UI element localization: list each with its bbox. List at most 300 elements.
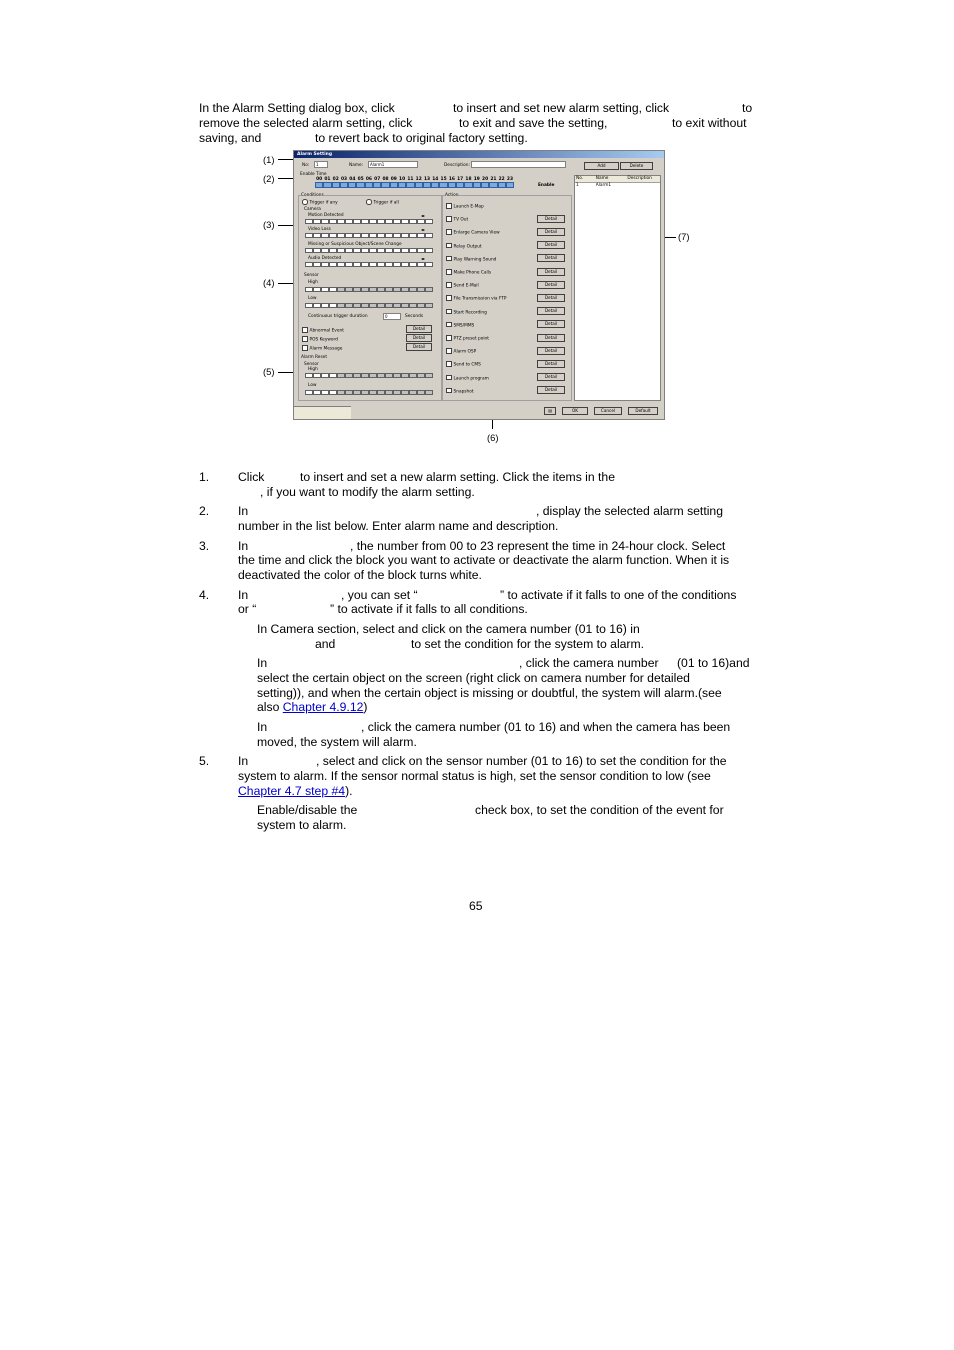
sensor-empty-slot bbox=[353, 373, 361, 378]
action-detail-button[interactable]: Detail bbox=[537, 347, 565, 355]
intro-line-3-a: saving, and bbox=[199, 131, 262, 145]
hour-block[interactable] bbox=[406, 182, 414, 188]
action-label: Enlarge Camera View bbox=[453, 230, 500, 236]
pos-checkbox[interactable] bbox=[302, 336, 338, 342]
sensor-empty-slot bbox=[361, 303, 369, 308]
hour-label: 04 bbox=[349, 177, 356, 182]
hour-block[interactable] bbox=[439, 182, 447, 188]
sensor-empty-slot bbox=[377, 373, 385, 378]
hour-block[interactable] bbox=[456, 182, 464, 188]
step-3-d: deactivated the color of the block turns white. bbox=[238, 568, 482, 582]
hour-block[interactable] bbox=[340, 182, 348, 188]
delete-button[interactable]: Delete bbox=[620, 162, 653, 170]
step-4-number: 4. bbox=[199, 588, 210, 602]
missing-camera-buttons[interactable] bbox=[305, 248, 433, 253]
camera-number-button[interactable] bbox=[377, 248, 385, 253]
camera-number-button[interactable] bbox=[393, 262, 401, 267]
action-detail-button[interactable]: Detail bbox=[537, 254, 565, 262]
hour-label: 10 bbox=[399, 177, 406, 182]
sensor-empty-slot bbox=[409, 390, 417, 395]
step-5-close: ). bbox=[345, 784, 353, 798]
sensor-low-buttons[interactable] bbox=[305, 303, 433, 308]
step-4-c: ” to activate if it falls to one of the conditions bbox=[500, 588, 737, 602]
continuous-label: Continuous trigger duration bbox=[308, 314, 368, 319]
sensor-empty-slot bbox=[393, 390, 401, 395]
camera-number-button[interactable] bbox=[425, 248, 433, 253]
camera-number-button[interactable] bbox=[409, 262, 417, 267]
camera-number-button[interactable] bbox=[337, 248, 345, 253]
sensor-empty-slot bbox=[337, 287, 345, 292]
action-detail-button[interactable]: Detail bbox=[537, 373, 565, 381]
camera-number-button[interactable] bbox=[313, 219, 321, 224]
list-row-no: 1 bbox=[576, 183, 579, 188]
action-detail-button[interactable]: Detail bbox=[537, 281, 565, 289]
sensor-number-button[interactable] bbox=[329, 373, 337, 378]
step-2-number: 2. bbox=[199, 504, 210, 518]
sensor-high-label: High bbox=[308, 280, 318, 285]
bullet-2-close: ) bbox=[363, 700, 368, 714]
list-row[interactable] bbox=[575, 183, 660, 189]
trigger-any-radio[interactable] bbox=[302, 199, 338, 205]
camera-number-button[interactable] bbox=[377, 233, 385, 238]
sensor-number-button[interactable] bbox=[305, 303, 313, 308]
camera-number-button[interactable] bbox=[305, 248, 313, 253]
reset-low-label: Low bbox=[308, 383, 317, 388]
continuous-field[interactable]: 0 bbox=[383, 313, 401, 320]
intro-line-1-b: to insert and set new alarm setting, click bbox=[453, 101, 670, 115]
bullet-2-also: also bbox=[257, 700, 280, 714]
camera-number-button[interactable] bbox=[425, 262, 433, 267]
camera-number-button[interactable] bbox=[401, 219, 409, 224]
camera-number-button[interactable] bbox=[369, 233, 377, 238]
camera-number-button[interactable] bbox=[417, 262, 425, 267]
camera-number-button[interactable] bbox=[377, 219, 385, 224]
sensor-empty-slot bbox=[401, 303, 409, 308]
camera-number-button[interactable] bbox=[385, 262, 393, 267]
camera-number-button[interactable] bbox=[313, 233, 321, 238]
camera-number-button[interactable] bbox=[337, 262, 345, 267]
hour-label: 01 bbox=[324, 177, 331, 182]
alarm-msg-detail-button[interactable]: Detail bbox=[406, 343, 432, 351]
camera-number-button[interactable] bbox=[393, 248, 401, 253]
sensor-empty-slot bbox=[417, 373, 425, 378]
sensor-empty-slot bbox=[361, 373, 369, 378]
pos-detail-button[interactable]: Detail bbox=[406, 334, 432, 342]
camera-number-button[interactable] bbox=[385, 248, 393, 253]
hour-label: 05 bbox=[357, 177, 364, 182]
camera-number-button[interactable] bbox=[329, 262, 337, 267]
action-label: Snapshot bbox=[453, 389, 474, 395]
callout-1: (1) bbox=[263, 154, 275, 165]
hour-block[interactable] bbox=[365, 182, 373, 188]
camera-number-button[interactable] bbox=[321, 219, 329, 224]
hour-label: 20 bbox=[482, 177, 489, 182]
sensor-empty-slot bbox=[353, 287, 361, 292]
motion-scroll-arrows[interactable]: ◂▸ bbox=[421, 213, 426, 218]
hour-label: 18 bbox=[465, 177, 472, 182]
video-loss-scroll-arrows[interactable]: ◂▸ bbox=[421, 227, 426, 232]
camera-number-button[interactable] bbox=[393, 233, 401, 238]
sensor-empty-slot bbox=[409, 303, 417, 308]
camera-number-button[interactable] bbox=[385, 233, 393, 238]
camera-number-button[interactable] bbox=[305, 233, 313, 238]
conditions-label: Conditions bbox=[301, 193, 324, 198]
chapter-4-7-link[interactable]: Chapter 4.7 step #4 bbox=[238, 784, 346, 798]
step-4-b: , you can set “ bbox=[341, 588, 418, 602]
hour-block[interactable] bbox=[356, 182, 364, 188]
sensor-empty-slot bbox=[385, 390, 393, 395]
ok-button[interactable]: OK bbox=[562, 407, 588, 415]
action-checkbox[interactable] bbox=[446, 203, 484, 209]
callout-4: (4) bbox=[263, 277, 275, 288]
hour-label: 03 bbox=[340, 177, 348, 182]
sensor-empty-slot bbox=[417, 303, 425, 308]
sensor-number-button[interactable] bbox=[329, 390, 337, 395]
bullet-3-b: , click the camera number (01 to 16) and when the camera has been bbox=[361, 720, 731, 734]
camera-number-button[interactable] bbox=[369, 262, 377, 267]
action-checkbox[interactable] bbox=[446, 335, 489, 341]
camera-number-button[interactable] bbox=[401, 262, 409, 267]
camera-number-button[interactable] bbox=[417, 233, 425, 238]
action-checkbox[interactable] bbox=[446, 388, 474, 394]
trigger-all-radio[interactable] bbox=[366, 199, 399, 205]
action-checkbox[interactable] bbox=[446, 322, 474, 328]
sensor-number-button[interactable] bbox=[305, 373, 313, 378]
list-col-name[interactable]: Name bbox=[595, 176, 609, 181]
step-4-a: In bbox=[238, 588, 249, 602]
sensor-empty-slot bbox=[369, 287, 377, 292]
action-checkbox[interactable] bbox=[446, 243, 482, 249]
camera-number-button[interactable] bbox=[401, 248, 409, 253]
hour-block[interactable] bbox=[481, 182, 489, 188]
action-checkbox[interactable] bbox=[446, 295, 507, 301]
step-1-a: Click bbox=[238, 470, 265, 484]
intro-line-2-b: to exit and save the setting, bbox=[459, 116, 608, 130]
video-loss-camera-buttons[interactable] bbox=[305, 233, 433, 238]
abnormal-detail-button[interactable]: Detail bbox=[406, 325, 432, 333]
sensor-low-label: Low bbox=[308, 296, 317, 301]
hour-label: 16 bbox=[448, 177, 455, 182]
action-detail-button[interactable]: Detail bbox=[537, 215, 565, 223]
abnormal-label: Abnormal Event bbox=[309, 328, 344, 334]
hour-label: 17 bbox=[457, 177, 464, 182]
callout-3-line bbox=[278, 225, 294, 226]
sensor-number-button[interactable] bbox=[313, 303, 321, 308]
hour-label: 11 bbox=[407, 177, 414, 182]
no-field[interactable]: 1 bbox=[314, 161, 328, 168]
bullet-1-a: In Camera section, select and click on the camera number (01 to 16) in bbox=[257, 622, 640, 636]
sensor-empty-slot bbox=[369, 303, 377, 308]
action-detail-button[interactable]: Detail bbox=[537, 268, 565, 276]
hour-blocks[interactable] bbox=[315, 182, 514, 188]
description-field[interactable] bbox=[471, 161, 566, 168]
action-detail-button[interactable]: Detail bbox=[537, 228, 565, 236]
sensor-empty-slot bbox=[353, 303, 361, 308]
hour-block[interactable] bbox=[498, 182, 506, 188]
no-label: No: bbox=[302, 163, 310, 168]
sensor-high-buttons[interactable] bbox=[305, 287, 433, 292]
step-5-number: 5. bbox=[199, 754, 210, 768]
sensor-empty-slot bbox=[409, 373, 417, 378]
intro-line-3-b: to revert back to original factory setting. bbox=[315, 131, 528, 145]
step-5-b: , select and click on the sensor number (01 to 16) to set the condition for the bbox=[316, 754, 727, 768]
sensor-empty-slot bbox=[425, 303, 433, 308]
camera-number-button[interactable] bbox=[361, 262, 369, 267]
hour-block[interactable] bbox=[323, 182, 331, 188]
action-label: Send E-Mail bbox=[453, 283, 479, 289]
camera-number-button[interactable] bbox=[337, 233, 345, 238]
action-detail-button[interactable]: Detail bbox=[537, 360, 565, 368]
audio-scroll-arrows[interactable]: ◂▸ bbox=[421, 256, 426, 261]
action-detail-button[interactable]: Detail bbox=[537, 294, 565, 302]
sensor-number-button[interactable] bbox=[305, 390, 313, 395]
callout-2-line bbox=[278, 178, 294, 179]
conditions-group bbox=[298, 195, 442, 401]
bullet-3-c: moved, the system will alarm. bbox=[257, 735, 417, 749]
hour-block[interactable] bbox=[315, 182, 323, 188]
hour-label: 14 bbox=[432, 177, 439, 182]
sensor-empty-slot bbox=[401, 287, 409, 292]
action-checkbox[interactable] bbox=[446, 282, 479, 288]
action-detail-button[interactable]: Detail bbox=[537, 307, 565, 315]
video-loss-label: Video Loss bbox=[308, 227, 331, 232]
sensor-empty-slot bbox=[361, 287, 369, 292]
bullet-2-d: select the certain object on the screen (right click on camera number for detailed bbox=[257, 671, 690, 685]
camera-number-button[interactable] bbox=[409, 219, 417, 224]
callout-1-line bbox=[278, 159, 294, 160]
hour-block[interactable] bbox=[381, 182, 389, 188]
camera-number-button[interactable] bbox=[417, 219, 425, 224]
print-icon[interactable]: ▤ bbox=[544, 407, 556, 415]
sensor-empty-slot bbox=[425, 287, 433, 292]
camera-number-button[interactable] bbox=[401, 233, 409, 238]
camera-number-button[interactable] bbox=[393, 219, 401, 224]
camera-number-button[interactable] bbox=[353, 248, 361, 253]
alarm-setting-dialog bbox=[293, 150, 665, 420]
hour-block[interactable] bbox=[423, 182, 431, 188]
hour-block[interactable] bbox=[448, 182, 456, 188]
callout-3: (3) bbox=[263, 219, 275, 230]
sensor-number-button[interactable] bbox=[313, 390, 321, 395]
camera-number-button[interactable] bbox=[425, 219, 433, 224]
sensor-empty-slot bbox=[337, 373, 345, 378]
step-1-b: to insert and set a new alarm setting. Click the items in the bbox=[300, 470, 615, 484]
sensor-empty-slot bbox=[417, 390, 425, 395]
action-checkbox[interactable] bbox=[446, 229, 500, 235]
camera-number-button[interactable] bbox=[305, 219, 313, 224]
camera-number-button[interactable] bbox=[313, 262, 321, 267]
abnormal-checkbox[interactable] bbox=[302, 327, 344, 333]
motion-camera-buttons[interactable] bbox=[305, 219, 433, 224]
action-label: Action bbox=[445, 193, 459, 198]
alarm-msg-checkbox[interactable] bbox=[302, 345, 342, 351]
sensor-empty-slot bbox=[385, 373, 393, 378]
camera-number-button[interactable] bbox=[353, 262, 361, 267]
action-checkbox[interactable] bbox=[446, 216, 468, 222]
status-tab bbox=[294, 406, 351, 420]
action-checkbox[interactable] bbox=[446, 256, 496, 262]
sensor-empty-slot bbox=[345, 287, 353, 292]
camera-number-button[interactable] bbox=[385, 219, 393, 224]
hour-block[interactable] bbox=[489, 182, 497, 188]
chapter-4-9-12-link[interactable]: Chapter 4.9.12 bbox=[282, 700, 364, 714]
action-checkbox[interactable] bbox=[446, 375, 489, 381]
seconds-label: Seconds bbox=[405, 314, 424, 319]
hour-block[interactable] bbox=[473, 182, 481, 188]
camera-number-button[interactable] bbox=[313, 248, 321, 253]
sensor-number-button[interactable] bbox=[313, 373, 321, 378]
bullet-2-a: In bbox=[257, 656, 268, 670]
hour-block[interactable] bbox=[431, 182, 439, 188]
camera-number-button[interactable] bbox=[361, 233, 369, 238]
callout-6: (6) bbox=[487, 432, 499, 443]
action-detail-button[interactable]: Detail bbox=[537, 320, 565, 328]
intro-line-2-c: to exit without bbox=[672, 116, 747, 130]
camera-number-button[interactable] bbox=[345, 262, 353, 267]
camera-number-button[interactable] bbox=[345, 219, 353, 224]
list-col-description[interactable]: Description bbox=[627, 176, 652, 181]
missing-label: Missing or Suspicious Object/Scene Change bbox=[308, 242, 402, 247]
camera-number-button[interactable] bbox=[345, 233, 353, 238]
bullet-3-a: In bbox=[257, 720, 268, 734]
hour-block[interactable] bbox=[373, 182, 381, 188]
add-button[interactable]: Add bbox=[584, 162, 619, 170]
hour-block[interactable] bbox=[506, 182, 514, 188]
sensor-empty-slot bbox=[393, 373, 401, 378]
sensor-empty-slot bbox=[345, 303, 353, 308]
hour-label: 15 bbox=[440, 177, 447, 182]
step-5-d-line bbox=[238, 784, 353, 799]
camera-number-button[interactable] bbox=[369, 219, 377, 224]
cancel-button[interactable]: Cancel bbox=[594, 407, 622, 415]
sensor-number-button[interactable] bbox=[321, 390, 329, 395]
reset-sensor-label: Sensor bbox=[304, 362, 319, 367]
camera-number-button[interactable] bbox=[353, 219, 361, 224]
sensor-empty-slot bbox=[425, 373, 433, 378]
audio-camera-buttons[interactable] bbox=[305, 262, 433, 267]
step-3-b: , the number from 00 to 23 represent the time in 24-hour clock. Select bbox=[350, 539, 726, 553]
camera-number-button[interactable] bbox=[425, 233, 433, 238]
intro-line-1-a: In the Alarm Setting dialog box, click bbox=[199, 101, 395, 115]
sensor-number-button[interactable] bbox=[329, 303, 337, 308]
bullet-2-c: (01 to 16)and bbox=[677, 656, 750, 670]
sensor-number-button[interactable] bbox=[305, 287, 313, 292]
bullet-2-f-line bbox=[257, 700, 367, 715]
camera-number-button[interactable] bbox=[345, 248, 353, 253]
camera-number-button[interactable] bbox=[409, 248, 417, 253]
enable-time-label: Enable Time bbox=[300, 172, 327, 177]
sensor-empty-slot bbox=[385, 303, 393, 308]
camera-number-button[interactable] bbox=[329, 248, 337, 253]
list-col-no[interactable]: No. bbox=[576, 176, 584, 181]
camera-number-button[interactable] bbox=[321, 262, 329, 267]
action-checkbox[interactable] bbox=[446, 348, 476, 354]
step-1-number: 1. bbox=[199, 470, 210, 484]
camera-number-button[interactable] bbox=[417, 248, 425, 253]
camera-number-button[interactable] bbox=[305, 262, 313, 267]
camera-number-button[interactable] bbox=[329, 233, 337, 238]
camera-number-button[interactable] bbox=[369, 248, 377, 253]
callout-2: (2) bbox=[263, 173, 275, 184]
action-detail-button[interactable]: Detail bbox=[537, 386, 565, 394]
step-4-e: ” to activate if it falls to all conditions. bbox=[330, 602, 528, 616]
hour-block[interactable] bbox=[332, 182, 340, 188]
sensor-empty-slot bbox=[361, 390, 369, 395]
camera-number-button[interactable] bbox=[321, 248, 329, 253]
bullet-4-a: Enable/disable the bbox=[257, 803, 358, 817]
alarm-list[interactable] bbox=[574, 175, 661, 401]
bullet-2-b: , click the camera number bbox=[519, 656, 659, 670]
sensor-empty-slot bbox=[369, 373, 377, 378]
sensor-number-button[interactable] bbox=[321, 373, 329, 378]
hour-label: 19 bbox=[473, 177, 480, 182]
sensor-empty-slot bbox=[401, 373, 409, 378]
camera-number-button[interactable] bbox=[337, 219, 345, 224]
reset-low-buttons[interactable] bbox=[305, 390, 433, 395]
hour-block[interactable] bbox=[464, 182, 472, 188]
sensor-empty-slot bbox=[337, 303, 345, 308]
sensor-number-button[interactable] bbox=[313, 287, 321, 292]
bullet-1-c: to set the condition for the system to alarm. bbox=[411, 637, 645, 651]
hour-label: 07 bbox=[374, 177, 381, 182]
name-field[interactable]: Alarm1 bbox=[368, 161, 418, 168]
action-checkbox[interactable] bbox=[446, 309, 487, 315]
hour-block[interactable] bbox=[415, 182, 423, 188]
alarm-reset-label: Alarm Reset bbox=[301, 355, 328, 360]
action-checkbox[interactable] bbox=[446, 269, 491, 275]
sensor-number-button[interactable] bbox=[329, 287, 337, 292]
action-detail-button[interactable]: Detail bbox=[537, 334, 565, 342]
trigger-any-label: Trigger if any bbox=[309, 200, 338, 206]
action-label: Play Warning Sound bbox=[453, 257, 497, 263]
hour-block[interactable] bbox=[390, 182, 398, 188]
hour-block[interactable] bbox=[348, 182, 356, 188]
enable-label: Enable bbox=[538, 183, 555, 188]
camera-number-button[interactable] bbox=[377, 262, 385, 267]
hour-block[interactable] bbox=[398, 182, 406, 188]
hour-label: 09 bbox=[390, 177, 397, 182]
hour-label: 21 bbox=[490, 177, 497, 182]
sensor-number-button[interactable] bbox=[321, 287, 329, 292]
action-detail-button[interactable]: Detail bbox=[537, 241, 565, 249]
sensor-empty-slot bbox=[377, 390, 385, 395]
sensor-empty-slot bbox=[401, 390, 409, 395]
step-2-b: , display the selected alarm setting bbox=[536, 504, 723, 518]
sensor-empty-slot bbox=[353, 390, 361, 395]
camera-number-button[interactable] bbox=[321, 233, 329, 238]
hour-label: 06 bbox=[365, 177, 372, 182]
sensor-empty-slot bbox=[369, 390, 377, 395]
action-label: PTZ preset point bbox=[453, 336, 489, 342]
camera-label: Camera bbox=[304, 207, 321, 212]
camera-number-button[interactable] bbox=[353, 233, 361, 238]
camera-number-button[interactable] bbox=[329, 219, 337, 224]
sensor-empty-slot bbox=[393, 287, 401, 292]
bullet-4-b: check box, to set the condition of the event for bbox=[475, 803, 724, 817]
camera-number-button[interactable] bbox=[361, 219, 369, 224]
default-button[interactable]: Default bbox=[628, 407, 658, 415]
sensor-number-button[interactable] bbox=[321, 303, 329, 308]
camera-number-button[interactable] bbox=[409, 233, 417, 238]
action-checkbox[interactable] bbox=[446, 361, 481, 367]
step-5-c: system to alarm. If the sensor normal status is high, set the sensor condition to low (see bbox=[238, 769, 711, 783]
action-label: TV Out bbox=[453, 217, 469, 223]
trigger-all-label: Trigger if all bbox=[373, 200, 399, 206]
hour-label: 23 bbox=[506, 177, 514, 182]
action-label: Send to CMS bbox=[453, 362, 481, 368]
reset-high-buttons[interactable] bbox=[305, 373, 433, 378]
camera-number-button[interactable] bbox=[361, 248, 369, 253]
